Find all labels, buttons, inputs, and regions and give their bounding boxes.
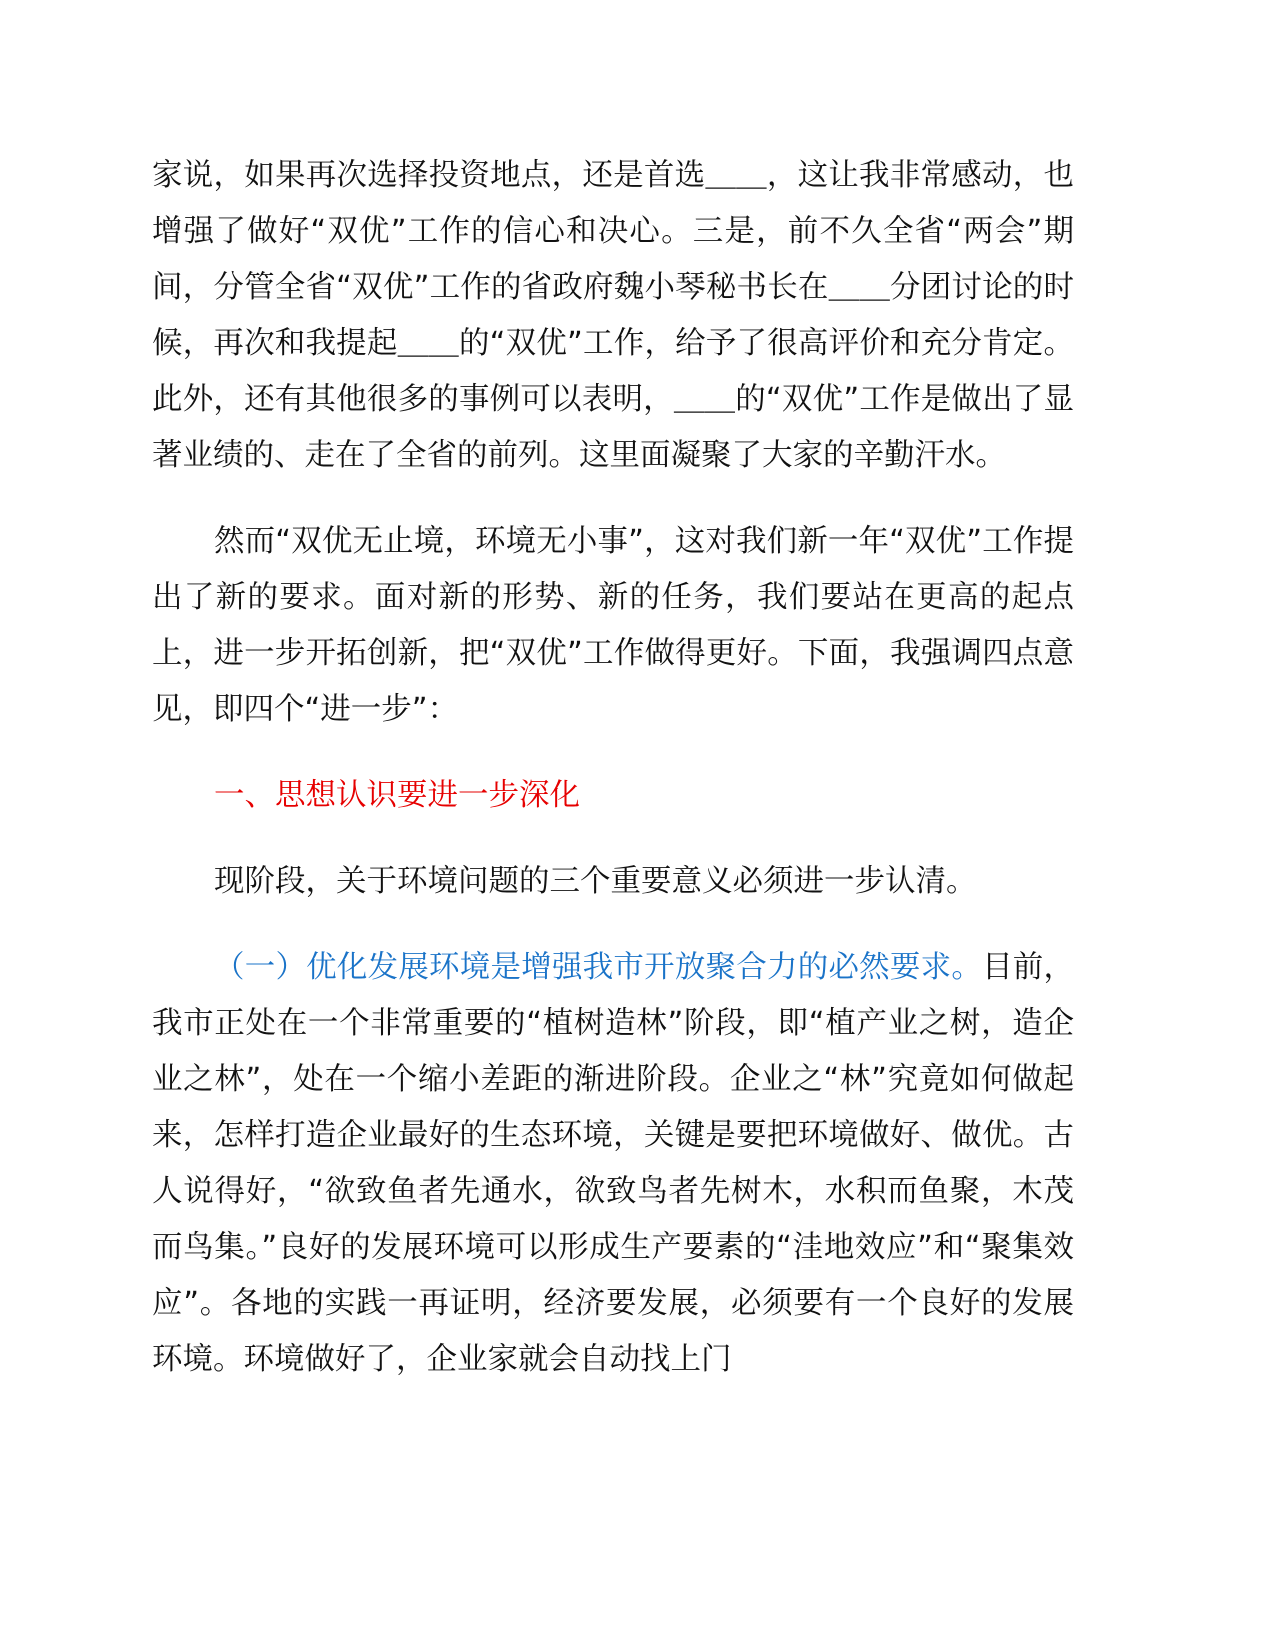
- body-paragraph-3: 现阶段，关于环境问题的三个重要意义必须进一步认清。: [214, 864, 977, 899]
- body-paragraph-4-container: [152, 940, 1074, 1388]
- document-body: [152, 148, 1074, 1388]
- section-heading: 一、思想认识要进一步深化: [214, 778, 580, 813]
- body-paragraph-4: 目前，我市正处在一个非常重要的“植树造林”阶段，即“植产业之树，造企业之林”，处在一个缩小差距的渐进阶段。企业之“林”究竟如何做起来，怎样打造企业最好的生态环境，关键是要把环境做好、做优。古人说得好，“欲致鱼者先通水，欲致鸟者先树木，水积而鱼聚，木茂而鸟集。”良好的发展环境可以形成生产要素的“洼地效应”和“聚集效应”。各地的实践一再证明，经济要发展，必须要有一个良好的发展环境。环境做好了，企业家就会自动找上门: [152, 950, 1075, 1377]
- body-paragraph-1: 家说，如果再次选择投资地点，还是首选＿＿，这让我非常感动，也增强了做好“双优”工作的信心和决心。三是，前不久全省“两会”期间，分管全省“双优”工作的省政府魏小琴秘书长在＿＿分团讨论的时候，再次和我提起＿＿的“双优”工作，给予了很高评价和充分肯定。此外，还有其他很多的事例可以表明，＿＿的“双优”工作是做出了显著业绩的、走在了全省的前列。这里面凝聚了大家的辛勤汗水。: [152, 158, 1074, 473]
- body-paragraph-2: 然而“双优无止境，环境无小事”，这对我们新一年“双优”工作提出了新的要求。面对新的形势、新的任务，我们要站在更高的起点上，进一步开拓创新，把“双优”工作做得更好。下面，我强调四点意见，即四个“进一步”：: [152, 524, 1074, 727]
- subheading: （一）优化发展环境是增强我市开放聚合力的必然要求。: [214, 950, 983, 985]
